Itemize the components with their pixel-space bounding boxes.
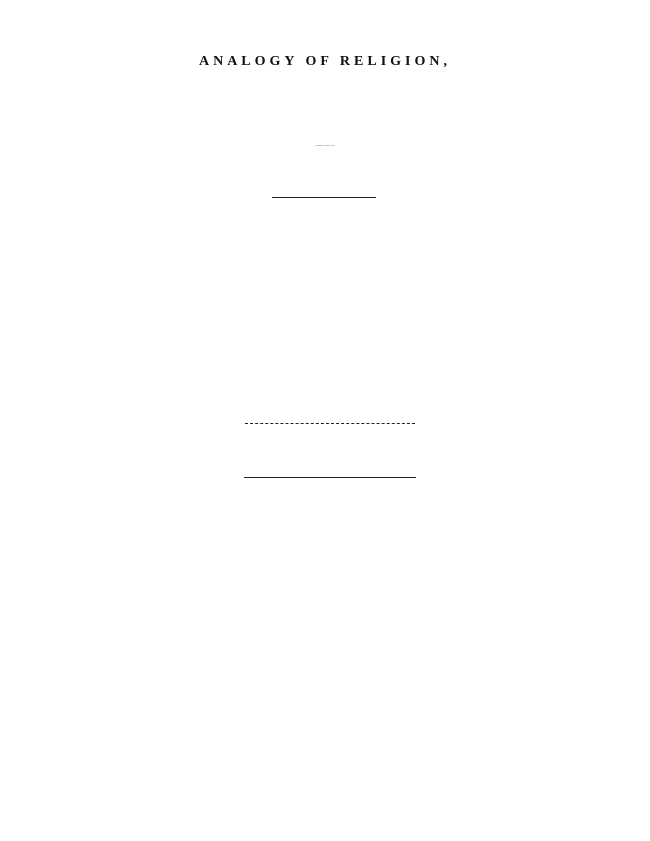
divider-rule [272,197,376,198]
divider-rule [244,477,416,478]
main-title: ANALOGY OF RELIGION, [198,54,452,69]
divider-rule [245,423,415,424]
subtitle: Constitution and Course of Nature. [315,146,335,147]
